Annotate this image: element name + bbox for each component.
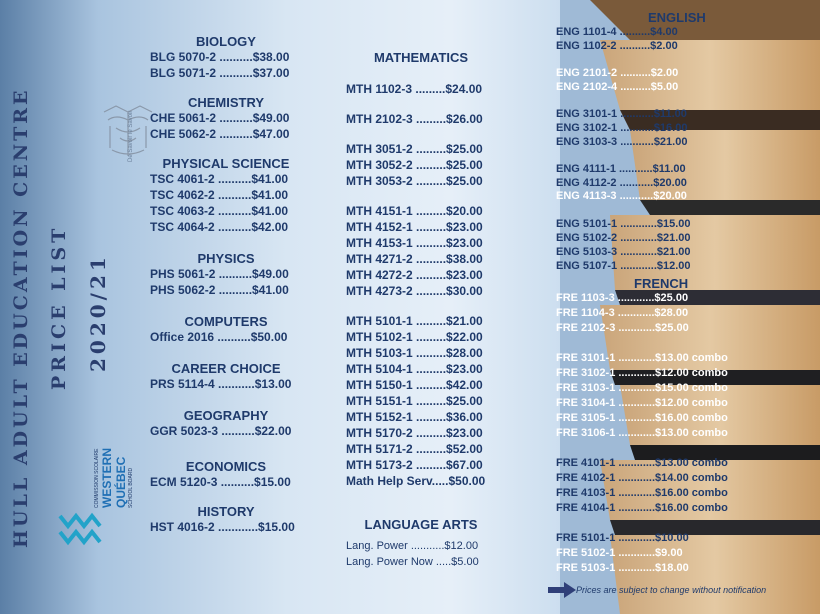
price-row: Office 2016 ..........$50.00	[150, 330, 288, 344]
price-row: ENG 5102-2 ............$21.00	[556, 232, 691, 244]
price-row: MTH 5170-2 .........$23.00	[346, 426, 483, 440]
price-row: FRE 5102-1 ............$9.00	[556, 547, 683, 559]
price-row: ENG 1102-2 ..........$2.00	[556, 40, 678, 52]
price-row: TSC 4062-2 ..........$41.00	[150, 188, 289, 202]
price-row: MTH 4273-2 .........$30.00	[346, 284, 483, 298]
price-row: MTH 3052-2 .........$25.00	[346, 158, 483, 172]
price-row: ENG 3102-1 ...........$16.00	[556, 122, 688, 134]
price-row: ENG 4111-1 ...........$11.00	[556, 163, 686, 175]
price-row: ENG 2102-4 ..........$5.00	[556, 81, 679, 93]
price-row: ENG 4112-2 ...........$20.00	[556, 177, 687, 189]
price-row: FRE 3106-1 ............$13.00 combo	[556, 427, 728, 439]
price-row: MTH 3053-2 .........$25.00	[346, 174, 483, 188]
price-row: MTH 4153-1 .........$23.00	[346, 236, 483, 250]
col-1	[150, 34, 302, 535]
board-logo-line1: COMMISSION SCOLAIRE	[94, 448, 100, 508]
price-row: MTH 5171-2 .........$52.00	[346, 442, 483, 456]
section-heading: ECONOMICS	[185, 459, 267, 474]
board-logo-line4: SCHOOL BOARD	[128, 467, 134, 508]
price-row: FRE 2102-3 ............$25.00	[556, 322, 689, 334]
price-row: PHS 5061-2 ..........$49.00	[150, 267, 289, 281]
section-heading: GEOGRAPHY	[183, 408, 269, 423]
price-row: Math Help Serv.....$50.00	[346, 474, 486, 488]
price-row: ENG 3101-1 ...........$11.00	[556, 108, 687, 120]
price-row: MTH 4152-1 .........$23.00	[346, 220, 483, 234]
price-row: MTH 4271-2 .........$38.00	[346, 252, 483, 266]
price-row: MTH 4151-1 .........$20.00	[346, 204, 483, 218]
price-row: BLG 5070-2 ..........$38.00	[150, 50, 290, 64]
price-row: ENG 5101-1 ............$15.00	[556, 218, 691, 230]
price-row: MTH 5101-1 .........$21.00	[346, 314, 483, 328]
section-heading: LANGUAGE ARTS	[364, 517, 478, 532]
section-heading: MATHEMATICS	[373, 50, 469, 65]
year-title: 2020/21	[86, 253, 110, 372]
section-heading: BIOLOGY	[196, 34, 256, 49]
price-row: PRS 5114-4 ...........$13.00	[150, 377, 292, 391]
price-row: GGR 5023-3 ..........$22.00	[150, 424, 292, 438]
price-row: Lang. Power ...........$12.00	[346, 540, 479, 552]
price-row: FRE 4102-1 ............$14.00 combo	[556, 472, 728, 484]
price-row: HST 4016-2 ............$15.00	[150, 520, 295, 534]
section-heading: PHYSICS	[197, 251, 255, 266]
board-logo-text	[94, 448, 134, 508]
price-row: BLG 5071-2 ..........$37.00	[150, 66, 290, 80]
section-heading: CHEMISTRY	[187, 95, 265, 110]
price-row: ENG 5103-3 ............$21.00	[556, 246, 691, 258]
price-row: Lang. Power Now .....$5.00	[346, 556, 479, 568]
section-heading: COMPUTERS	[184, 314, 268, 329]
section-heading: CAREER CHOICE	[171, 361, 281, 376]
price-row: MTH 1102-3 .........$24.00	[346, 82, 483, 96]
price-row: ENG 4113-3 ...........$20.00	[556, 190, 687, 202]
col-math	[346, 50, 496, 570]
price-row: MTH 5104-1 .........$23.00	[346, 362, 483, 376]
price-row: FRE 3102-1 ............$12.00 combo	[556, 367, 728, 379]
price-row: MTH 4272-2 .........$23.00	[346, 268, 483, 282]
price-row: TSC 4064-2 ..........$42.00	[150, 220, 289, 234]
arrow-right-icon	[548, 582, 576, 598]
price-row: MTH 3051-2 .........$25.00	[346, 142, 483, 156]
price-row: ENG 3103-3 ...........$21.00	[556, 136, 688, 148]
price-row: PHS 5062-2 ..........$41.00	[150, 283, 289, 297]
price-row: FRE 3105-1 ............$16.00 combo	[556, 412, 728, 424]
price-row: CHE 5062-2 ..........$47.00	[150, 127, 290, 141]
price-row: MTH 5103-1 .........$28.00	[346, 346, 483, 360]
price-row: MTH 5173-2 .........$67.00	[346, 458, 483, 472]
section-heading: ENGLISH	[648, 10, 706, 25]
price-row: FRE 4101-1 ............$13.00 combo	[556, 457, 728, 469]
price-row: FRE 4104-1 ............$16.00 combo	[556, 502, 728, 514]
price-row: CHE 5061-2 ..........$49.00	[150, 111, 290, 125]
section-heading: HISTORY	[197, 504, 255, 519]
price-row: MTH 5151-1 .........$25.00	[346, 394, 483, 408]
price-row: FRE 5101-1 ............$10.00	[556, 532, 689, 544]
price-row: FRE 3101-1 ............$13.00 combo	[556, 352, 728, 364]
price-row: ENG 5107-1 ............$12.00	[556, 260, 691, 272]
price-row: FRE 5103-1 ............$18.00	[556, 562, 689, 574]
section-heading: FRENCH	[634, 276, 689, 291]
price-row: FRE 3104-1 ............$12.00 combo	[556, 397, 728, 409]
price-row: FRE 1104-3 ............$28.00	[556, 307, 689, 319]
price-row: MTH 5150-1 .........$42.00	[346, 378, 483, 392]
price-note: Prices are subject to change without notification	[576, 585, 767, 595]
price-row: MTH 5102-1 .........$22.00	[346, 330, 483, 344]
board-logo-line3: QUÉBEC	[114, 456, 128, 508]
price-row: TSC 4061-2 ..........$41.00	[150, 172, 289, 186]
price-row: FRE 1103-3 ............$25.00	[556, 292, 689, 304]
section-heading: PHYSICAL SCIENCE	[162, 156, 290, 171]
price-row: FRE 3103-1 ............$15.00 combo	[556, 382, 728, 394]
price-row: MTH 2102-3 .........$26.00	[346, 112, 483, 126]
price-list-title: PRICE LIST	[48, 224, 70, 390]
price-row: ENG 2101-2 ..........$2.00	[556, 67, 679, 79]
board-logo-line2: WESTERN	[100, 448, 114, 508]
price-row: FRE 4103-1 ............$16.00 combo	[556, 487, 728, 499]
price-row: ENG 1101-4 ..........$4.00	[556, 26, 678, 38]
price-row: ECM 5120-3 ..........$15.00	[150, 475, 291, 489]
price-row: TSC 4063-2 ..........$41.00	[150, 204, 289, 218]
motto-text: De Savoir le Savoir	[128, 110, 134, 162]
price-row: MTH 5152-1 .........$36.00	[346, 410, 483, 424]
centre-title: HULL ADULT EDUCATION CENTRE	[10, 87, 32, 548]
